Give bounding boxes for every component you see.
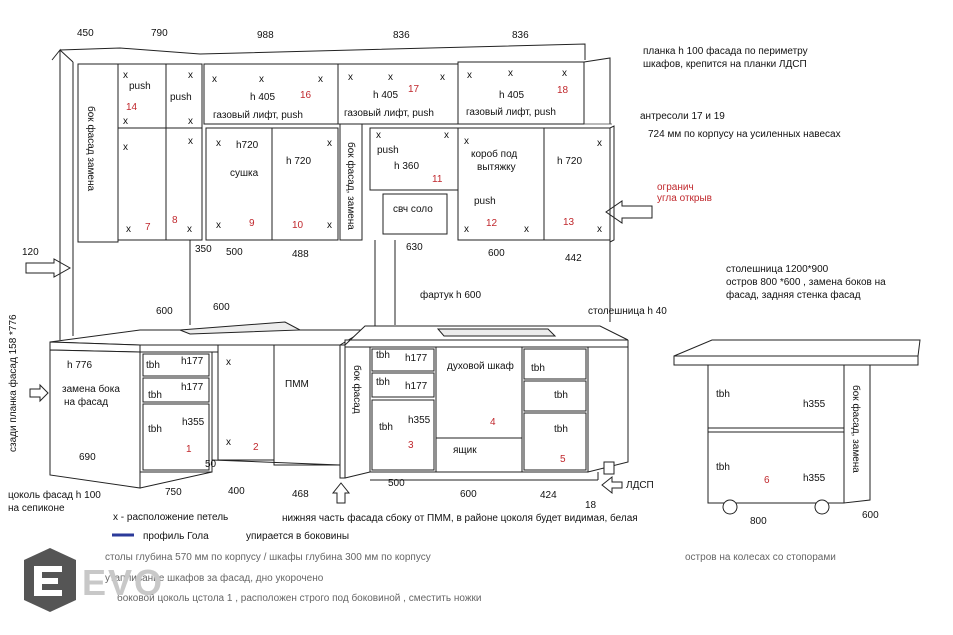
dim-442: 442 bbox=[565, 253, 582, 264]
side-facade-label-4: бок фасад, замена bbox=[850, 385, 861, 473]
dim-750: 750 bbox=[165, 487, 182, 498]
note-side-plank: сзади планка фасад 158 *776 bbox=[8, 314, 19, 452]
label-replace-1: замена бока bbox=[62, 384, 120, 395]
svg-text:х: х bbox=[188, 136, 193, 147]
hinge-lower-1: х bbox=[226, 357, 231, 368]
label-drawer: ящик bbox=[453, 445, 477, 456]
svg-text:х: х bbox=[464, 224, 469, 235]
note-island-wheels: остров на колесах со стопорами bbox=[685, 552, 836, 563]
label-gaslift-1: газовый лифт, push bbox=[213, 110, 303, 121]
num-3: 3 bbox=[408, 440, 414, 451]
num-2: 2 bbox=[253, 442, 259, 453]
label-push-4: push bbox=[474, 196, 496, 207]
svg-text:х: х bbox=[348, 72, 353, 83]
tbh-3: tbh bbox=[148, 424, 162, 435]
tbh-8: tbh bbox=[554, 390, 568, 401]
hinge-lower-2: х bbox=[226, 437, 231, 448]
dim-450: 450 bbox=[77, 28, 94, 39]
num-1: 1 bbox=[186, 444, 192, 455]
dim-836-a: 836 bbox=[393, 30, 410, 41]
dim-500-b: 500 bbox=[388, 478, 405, 489]
h355-island-2: h355 bbox=[803, 473, 826, 484]
note-plank-1: планка h 100 фасада по периметру bbox=[643, 46, 808, 57]
h177-4: h177 bbox=[405, 381, 428, 392]
svg-text:х: х bbox=[212, 74, 217, 85]
dim-500-a: 500 bbox=[226, 247, 243, 258]
label-dryer: сушка bbox=[230, 168, 259, 179]
dim-400: 400 bbox=[228, 486, 245, 497]
label-replace-2: на фасад bbox=[64, 397, 109, 408]
label-h405-1: h 405 bbox=[250, 92, 276, 103]
note-island-2: остров 800 *600 , замена боков на bbox=[726, 277, 886, 288]
note-worktop: столешница h 40 bbox=[588, 306, 667, 317]
note-plinth-1: цоколь фасад h 100 bbox=[8, 490, 101, 501]
svg-text:х: х bbox=[464, 136, 469, 147]
label-h360: h 360 bbox=[394, 161, 420, 172]
tbh-island-1: tbh bbox=[716, 389, 730, 400]
arrow-side bbox=[30, 385, 48, 401]
svg-text:х: х bbox=[562, 68, 567, 79]
svg-text:х: х bbox=[318, 74, 323, 85]
h177-2: h177 bbox=[181, 382, 204, 393]
svg-text:х: х bbox=[216, 220, 221, 231]
note-island-3: фасад, задняя стенка фасад bbox=[726, 290, 861, 301]
dim-468: 468 bbox=[292, 489, 309, 500]
label-pmm: ПММ bbox=[285, 379, 309, 390]
h177-1: h177 bbox=[181, 356, 204, 367]
tbh-island-2: tbh bbox=[716, 462, 730, 473]
note-apron: фартук h 600 bbox=[420, 290, 482, 301]
dim-690: 690 bbox=[79, 452, 96, 463]
num-9: 9 bbox=[249, 218, 255, 229]
tbh-6: tbh bbox=[379, 422, 393, 433]
svg-text:х: х bbox=[216, 138, 221, 149]
note-pmm: нижняя часть фасада сбоку от ПММ, в районе цоколя будет видимая, белая bbox=[282, 513, 638, 524]
label-h405-3: h 405 bbox=[499, 90, 525, 101]
label-oven: духовой шкаф bbox=[447, 361, 514, 372]
label-gaslift-2: газовый лифт, push bbox=[344, 108, 434, 119]
side-facade-label-3: бок фасад bbox=[351, 365, 362, 414]
dim-18: 18 bbox=[585, 500, 597, 511]
num-4: 4 bbox=[490, 417, 496, 428]
num-13: 13 bbox=[563, 217, 575, 228]
note-island-1: столешница 1200*900 bbox=[726, 264, 829, 275]
svg-text:х: х bbox=[440, 72, 445, 83]
num-16: 16 bbox=[300, 90, 312, 101]
worktop-right bbox=[345, 326, 628, 347]
num-11: 11 bbox=[432, 174, 443, 185]
svg-text:х: х bbox=[508, 68, 513, 79]
h177-3: h177 bbox=[405, 353, 428, 364]
label-h720-13: h 720 bbox=[557, 156, 583, 167]
note-limiter-2: угла открыв bbox=[657, 193, 712, 204]
label-push-1: push bbox=[129, 81, 151, 92]
svg-text:х: х bbox=[187, 224, 192, 235]
num-8: 8 bbox=[172, 215, 178, 226]
dim-488: 488 bbox=[292, 249, 309, 260]
svg-text:х: х bbox=[524, 224, 529, 235]
num-6: 6 bbox=[764, 475, 770, 486]
svg-text:х: х bbox=[376, 130, 381, 141]
label-push-2: push bbox=[170, 92, 192, 103]
svg-text:х: х bbox=[188, 116, 193, 127]
dim-836-b: 836 bbox=[512, 30, 529, 41]
legend-gola-2: упирается в боковины bbox=[246, 531, 350, 542]
arrow-limiter bbox=[606, 201, 652, 223]
note-724: 724 мм по корпусу на усиленных навесах bbox=[648, 129, 841, 140]
svg-text:х: х bbox=[467, 70, 472, 81]
h355-island-1: h355 bbox=[803, 399, 826, 410]
tbh-5: tbh bbox=[376, 377, 390, 388]
num-18: 18 bbox=[557, 85, 569, 96]
num-5: 5 bbox=[560, 454, 566, 465]
note-plank-2: шкафов, крепится на планки ЛДСП bbox=[643, 59, 807, 70]
tbh-9: tbh bbox=[554, 424, 568, 435]
label-h776: h 776 bbox=[67, 360, 93, 371]
dim-800: 800 bbox=[750, 516, 767, 527]
h355-1: h355 bbox=[182, 417, 205, 428]
num-12: 12 bbox=[486, 218, 498, 229]
dim-790: 790 bbox=[151, 28, 168, 39]
side-facade-label-1: бок фасад замена bbox=[85, 106, 96, 192]
arrow-120 bbox=[26, 259, 70, 277]
note-ldsp: ЛДСП bbox=[626, 480, 654, 491]
arrow-ldsp bbox=[602, 477, 622, 493]
label-h405-2: h 405 bbox=[373, 90, 399, 101]
dim-50: 50 bbox=[205, 459, 217, 470]
svg-text:х: х bbox=[327, 138, 332, 149]
dim-600-a: 600 bbox=[488, 248, 505, 259]
dim-120: 120 bbox=[22, 247, 39, 258]
label-hood-2: вытяжку bbox=[477, 162, 516, 173]
num-17: 17 bbox=[408, 84, 420, 95]
note-plinth-2: на сепиконе bbox=[8, 503, 65, 514]
label-h720-dryer: h720 bbox=[236, 140, 259, 151]
num-7: 7 bbox=[145, 222, 151, 233]
tbh-2: tbh bbox=[148, 390, 162, 401]
label-gaslift-3: газовый лифт, push bbox=[466, 107, 556, 118]
side-facade-label-2: бок фасад, замена bbox=[345, 142, 356, 230]
tbh-7: tbh bbox=[531, 363, 545, 374]
dim-600-c: 600 bbox=[213, 302, 230, 313]
dim-600-b: 600 bbox=[156, 306, 173, 317]
svg-text:х: х bbox=[597, 138, 602, 149]
note-antresol: антресоли 17 и 19 bbox=[640, 111, 725, 122]
note-plinth-side: боковой цоколь цстола 1 , расположен строго под боковиной , сместить ножки bbox=[117, 593, 482, 604]
dim-424: 424 bbox=[540, 490, 557, 501]
svg-text:х: х bbox=[123, 142, 128, 153]
num-14: 14 bbox=[126, 102, 138, 113]
svg-text:х: х bbox=[123, 116, 128, 127]
tbh-1: tbh bbox=[146, 360, 160, 371]
svg-text:х: х bbox=[123, 70, 128, 81]
legend-hinge: х - расположение петель bbox=[113, 512, 229, 523]
svg-text:х: х bbox=[259, 74, 264, 85]
svg-text:х: х bbox=[188, 70, 193, 81]
label-microwave: свч соло bbox=[393, 204, 433, 215]
note-hide: утапливание шкафов за фасад, дно укорочено bbox=[105, 573, 324, 584]
dim-350: 350 bbox=[195, 244, 212, 255]
label-hood-1: короб под bbox=[471, 149, 518, 160]
dim-600-e: 600 bbox=[862, 510, 879, 521]
svg-text:х: х bbox=[444, 130, 449, 141]
note-limiter-1: огранич bbox=[657, 182, 694, 193]
dim-600-d: 600 bbox=[460, 489, 477, 500]
label-h720-10: h 720 bbox=[286, 156, 312, 167]
arrow-pmm bbox=[333, 483, 349, 503]
island bbox=[674, 340, 920, 514]
svg-text:х: х bbox=[388, 72, 393, 83]
tbh-4: tbh bbox=[376, 350, 390, 361]
label-push-3: push bbox=[377, 145, 399, 156]
svg-text:х: х bbox=[327, 220, 332, 231]
h355-2: h355 bbox=[408, 415, 431, 426]
legend-gola: профиль Гола bbox=[143, 531, 209, 542]
dim-988: 988 bbox=[257, 30, 274, 41]
dim-630: 630 bbox=[406, 242, 423, 253]
svg-text:х: х bbox=[597, 224, 602, 235]
note-depth: столы глубина 570 мм по корпусу / шкафы глубина 300 мм по корпусу bbox=[105, 552, 431, 563]
num-10: 10 bbox=[292, 220, 304, 231]
logo-text: EVO bbox=[82, 562, 165, 603]
svg-text:х: х bbox=[126, 224, 131, 235]
